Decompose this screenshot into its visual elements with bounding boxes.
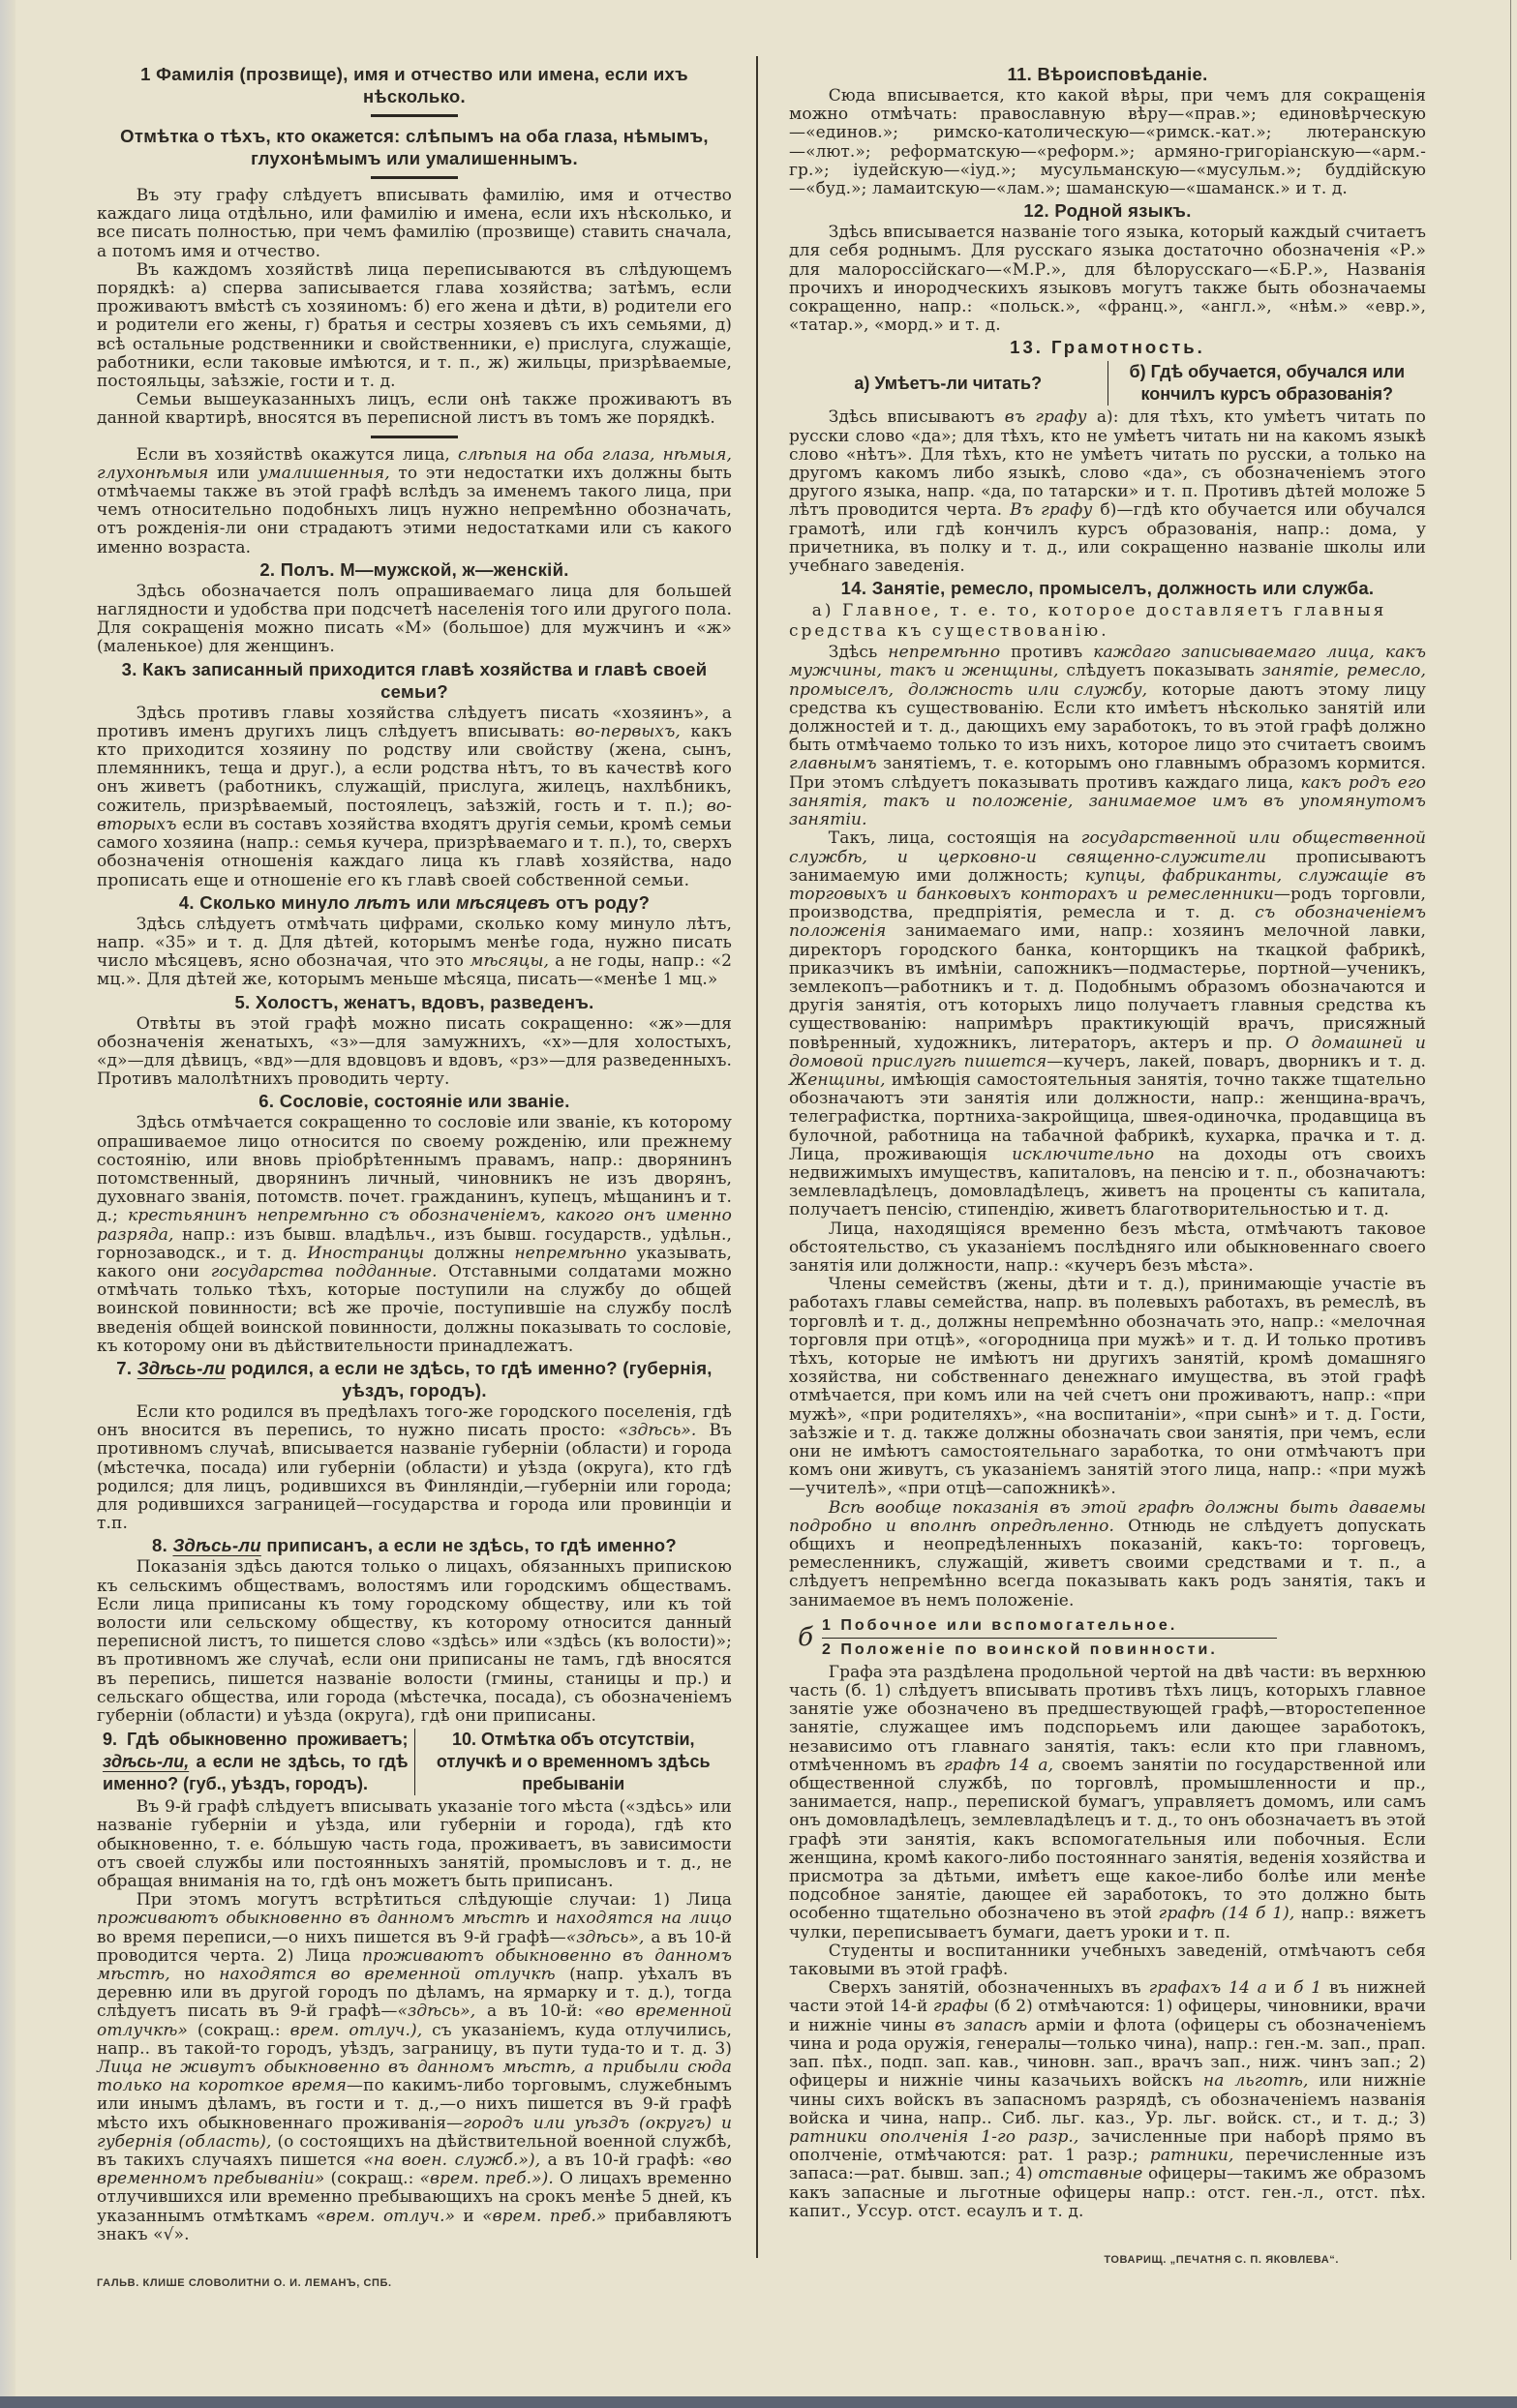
fraction-top: 1 Побочное или вспомогательное. [822,1614,1277,1639]
footer-printer-right: ТОВАРИЩ. „ПЕЧАТНЯ С. П. ЯКОВЛЕВА“. [1104,2253,1339,2266]
italic-text-run: Въ графу [1010,500,1093,521]
text-run: какъ кто приходится хозяину по родству или свойству (жена, сынъ, племянникъ, теща и друг.), а если родства нѣтъ, то въ качествѣ кого онъ живетъ (работникъ, служащій, прислуга, жилецъ, нахлѣбникъ, сожитель, призрѣваемый, постоялецъ, заѣзжій, гость и т. п.); [97,721,733,816]
italic-text-run: главнымъ [789,754,877,774]
text-run: 8. [152,1535,173,1556]
left-column-text [97,63,732,2244]
text-run: б) Гдѣ обучается, обучался или кончилъ курсъ образованія? [1129,362,1406,405]
italic-text-run: графѣ 14 а, [944,1755,1054,1775]
paragraph [97,1798,732,1891]
subsection-heading [789,601,1426,642]
text-run: 12. Родной языкъ. [1023,200,1192,222]
text-run: Семьи вышеуказанныхъ лицъ, если онѣ также проживаютъ въ данной квартирѣ, вносятся въ переписной листъ въ томъ же порядкѣ. [97,390,732,429]
text-run: 6. Сословіе, состояніе или званіе. [258,1091,570,1112]
italic-text-run: во-вторыхъ [97,796,732,834]
italic-text-run: «во временной отлучкѣ» [97,2002,732,2040]
section-heading [97,1357,732,1401]
text-run: Сюда вписывается, кто какой вѣры, при чемъ для сокращенія можно отмѣчать: православную вѣру—«прав.»; единовѣрческую—«единов.»; римско-католическую—«римск.-кат.»; лютеранскую—«лют.»; реформатскую—«реформ.»; армяно-григоріанскую—«арм.-гр.»; іудейскую—«іуд.»; мусульманскую—«мусульм.»; буддійскую—«буд.»; ламаитскую—«лам.»; шаманскую—«шаманск.» и т. д. [789,86,1426,199]
text-run: О лицахъ временно отлучившихся или временно пребывающихъ на срокъ менѣе 5 дней, къ указаннымъ отмѣткамъ [97,2169,733,2226]
italic-text-run: занятіе, ремесло, промыселъ, должность или службу, [789,661,1426,700]
text-run: —родъ торговли, производства, предпріятія, ремесла и т. д. [789,884,1426,923]
text-run: или [410,891,457,913]
text-run: (напр. уѣхалъ въ деревню или въ другой городъ по дѣламъ, на ярмарку и т. д.), тогда слѣдуетъ писать въ 9-й графѣ— [97,1965,732,2022]
text-run: а въ 10-й графѣ: [540,2151,703,2171]
right-column [789,62,1426,2266]
section-heading [97,63,732,107]
italic-text-run: отставные [1038,2164,1143,2184]
text-run: Если въ хозяйствѣ окажутся лица, [136,444,458,465]
text-run: а) Главное, т. е. то, которое доставляетъ главныя средства къ существованію. [789,601,1387,642]
text-run: 13. Грамотность. [1010,337,1205,358]
text-run: 14. Занятіе, ремесло, промыселъ, должность или служба. [840,578,1375,599]
text-run: 10. Отмѣтка объ отсутствіи, отлучкѣ и о временномъ здѣсь пребываніи [436,1730,711,1794]
italic-text-run: «здѣсь», [397,2002,476,2022]
split-heading [789,361,1426,406]
split-heading-cell [789,361,1108,406]
italic-text-run: «во временномъ пребываніи» [97,2151,732,2189]
split-heading-cell [97,1729,415,1795]
section-heading [789,577,1426,599]
italic-text-run: здѣсь-ли, [103,1752,190,1772]
fraction-bottom: 2 Положеніе по воинской повинности. [822,1640,1218,1658]
text-run: а не годы, напр.: «2 мц.». Для дѣтей же, которымъ меньше мѣсяца, писать—«менѣе 1 мц.» [97,951,732,990]
text-run: указывать, какого они [97,1243,732,1281]
text-run: 4. Сколько минуло [178,891,355,913]
italic-text-run: ратники ополченія 1-го разр., [789,2126,1079,2147]
text-run: Графа эта раздѣлена продольной чертой на двѣ части: въ верхнюю часть (б. 1) слѣдуетъ вписывать противъ тѣхъ лицъ, которыхъ главное занятіе уже обозначено въ предшествующей графѣ,—второстепенное занятіе, служащее имъ подспорьемъ или дающее заработокъ, независимо отъ главнаго занятія, такъ: если кто при главномъ, отмѣченномъ въ [789,1662,1426,1775]
italic-text-run: непремѣнно [888,643,1001,663]
text-run: но [169,1965,220,1985]
paragraph [97,1114,732,1356]
text-run: напр.: изъ бывш. владѣльч., изъ бывш. государств., удѣльн., горнозаводск., и т. д. [97,1224,732,1263]
text-run: перечисленные изъ запаса:—рат. бывш. зап.; 4) [789,2146,1426,2184]
text-run: напр.: вяжетъ чулки, переписываетъ бумаги, даетъ уроки и т. п. [789,1904,1426,1942]
italic-text-run: городъ или уѣздъ (округъ) и губернія (область), [97,2113,732,2152]
italic-text-run: въ графу [1004,407,1087,428]
text-run: Отнюдь не слѣдуетъ допускать общихъ и неопредѣленныхъ показаній, какъ-то: торговецъ, ремесленникъ, служащій, живетъ своими средствами и т. п., а слѣдуетъ непремѣнно всегда показывать какъ родъ занятія, такъ и занимаемое въ немъ положеніе. [789,1516,1426,1610]
page-border-right [1510,0,1511,2260]
right-column-text [789,63,1426,2221]
text-run: родился, а если не здѣсь, то гдѣ именно? (губернія, уѣздъ, городъ). [226,1357,713,1400]
italic-text-run: «на воен. служб.»), [363,2151,541,2171]
text-run: отъ роду? [550,891,651,913]
italic-text-run: купцы, фабриканты, служащіе въ торговыхъ и банковыхъ конторахъ и ремесленники [789,865,1426,904]
fraction-lines [822,1614,1277,1662]
text-run: Здѣсь [828,643,889,663]
paragraph [97,1558,732,1726]
italic-text-run: графахъ 14 а [1148,1978,1267,1999]
text-run: и [1266,1978,1293,1999]
text-run: противъ [1000,643,1094,663]
italic-text-run: Иностранцы [307,1243,425,1263]
text-run: (о состоящихъ на дѣйствительной военной службѣ, въ такихъ случаяхъ пишется [97,2131,732,2171]
divider-rule [371,176,458,179]
text-run: и [530,1909,556,1929]
text-run: съ указаніемъ, куда отлучились, напр.. въ такой-то городъ, уѣздъ, заграницу, въ пути туда-то и т. д. 3) [97,2020,733,2059]
text-run: Здѣсь вписываютъ [828,407,1005,428]
text-run: если въ составъ хозяйства входятъ другія семьи, кромѣ семьи самого хозяина (напр.: семья кучера, призрѣваемаго и т. п.), то, сверхъ обозначенія отношенія каждаго лица къ главѣ хозяйства, надо прописать еще и отношеніе его къ главѣ своей собственной семьи. [97,814,732,890]
text-run: Если кто родился въ предѣлахъ того-же городского поселенія, гдѣ онъ вносится въ перепись, то нужно писать просто: [97,1401,732,1441]
text-run: во время переписи,—о нихъ пишется въ 9-й графѣ— [97,1927,566,1947]
paragraph [97,583,732,657]
paragraph [97,261,732,391]
paragraph [97,916,732,990]
text-run: и [455,2206,483,2226]
italic-text-run: государства подданные. [210,1261,438,1281]
text-run: Въ каждомъ хозяйствѣ лица переписываются въ слѣдующемъ порядкѣ: а) сперва записывается глава хозяйства; затѣмъ, если проживаютъ вмѣстѣ съ хозяиномъ: б) его жена и дѣти, в) родители его и родители его жены, г) братья и сестры хозяевъ съ ихъ семьями, д) всѣ остальные родственники и свойственники, е) прислуга, служащіе, работники, если таковые имѣются, и т. п., ж) жильцы, призрѣваемые, постояльцы, заѣзжіе, гости и т. д. [97,259,732,392]
italic-text-run: «врем. отлуч.» [316,2206,456,2226]
text-run: или [208,463,258,483]
italic-text-run: лѣтъ [354,891,411,913]
italic-text-run: б 1 [1292,1978,1322,1999]
italic-text-run: государственной или общественной службѣ, и церковно-и священно-служители [789,828,1426,867]
text-run: (сокращ.: [187,2020,290,2040]
italic-text-run: непремѣнно [514,1243,627,1263]
italic-text-run: находятся на лицо [555,1909,732,1929]
section-heading [97,991,732,1013]
split-heading-cell [1108,361,1427,406]
text-run: а въ 10-й: [475,2002,594,2022]
text-run: Сверхъ занятій, обозначенныхъ въ [828,1978,1149,1999]
text-run: Такъ, лица, состоящія на [828,828,1081,849]
text-run: Отмѣтка о тѣхъ, кто окажется: слѣпымъ на оба глаза, нѣмымъ, глухонѣмымъ или умалишеннымъ. [120,126,709,168]
text-run: Показанія здѣсь даются только о лицахъ, обязанныхъ припискою къ сельскимъ обществамъ, волостямъ или городскимъ обществамъ. Если лица приписаны къ тому городскому обществу, или къ той волости или сельскому обществу, къ которому относится данный переписной листъ, то пишется слово «здѣсь» или «здѣсь (къ волости)»; въ противномъ же случаѣ, если они приписаны не тамъ, гдѣ вносятся въ перепись, пишется названіе волости (гмины, станицы и пр.) и сельскаго общества, или города (мѣстечка, посада), съ обозначеніемъ губерніи (области) и уѣзда (округа), гдѣ они приписаны. [97,1557,732,1727]
text-run: арміи и флота (офицеры съ обозначеніемъ чина и рода оружія, генералы—только чина), напр.: ген.-м. зап., прап. зап. пѣх., подп. зап. кав., чиновн. зап., врачъ зап., ниж. чинъ зап.; 2) офицеры и нижніе чины казачьихъ войскъ [789,2015,1426,2092]
italic-text-run: умалишенныя, [258,463,390,483]
italic-text-run: каждаго записываемаго лица, какъ мужчины, такъ и женщины, [789,643,1426,681]
italic-text-run: слѣпыя на оба глаза, нѣмыя, глухонѣмыя [97,444,732,483]
italic-text-run: крестьянинъ непремѣнно съ обозначеніемъ, какого онъ именно разряда, [97,1206,732,1245]
text-run: а) Умѣетъ-ли читать? [854,373,1043,393]
column-divider [756,56,758,2258]
text-run: 9. Гдѣ обыкновенно проживаетъ; [103,1730,409,1750]
section-heading [97,1534,732,1556]
text-run: на доходы отъ своихъ недвижимыхъ имуществъ, капиталовъ, на пенсію и т. п., обозначаютъ: землевладѣлецъ, домовладѣлецъ, живетъ на проценты съ капитала, получаетъ пенсію, стипендію, живетъ благотворительностью и т. д. [789,1144,1426,1220]
paragraph [789,1664,1426,1942]
text-run: (сокращ.: [324,2169,420,2189]
text-run: При этомъ могутъ встрѣтиться слѣдующіе случаи: 1) Лица [136,1890,732,1911]
text-run: Въ 9-й графѣ слѣдуетъ вписывать указаніе того мѣста («здѣсь» или названіе губерніи и уѣзда, или губерніи и города), гдѣ кто обыкновенно, т. е. бо́льшую часть года, проживаетъ, въ зависимости отъ своей службы или постоянныхъ занятій, промысловъ и т. д., не обращая вниманія на то, гдѣ онъ можетъ быть приписанъ. [97,1797,732,1892]
text-run: 7. [116,1357,137,1378]
italic-text-run: Лица не живутъ обыкновенно въ данномъ мѣстѣ, а прибыли сюда только на короткое время [97,2058,732,2096]
paragraph [789,1979,1426,2221]
fraction-heading [789,1614,1426,1662]
text-run: а если не здѣсь, то гдѣ именно? (губ., уѣздъ, городъ). [103,1752,409,1794]
italic-text-run: на льготѣ, [1202,2071,1309,2092]
italic-text-run: графѣ (14 б 1), [1158,1904,1295,1924]
text-run: 1 Фамилія (прозвище), имя и отчество или имена, если ихъ нѣсколько. [140,64,688,106]
text-run: прописываютъ занимаемую ими должность; [789,847,1427,886]
text-run: то эти недостатки ихъ должны быть отмѣчаемы также въ этой графѣ вслѣдъ за именемъ такого лица, при чемъ относительно подобныхъ лицъ нужно непремѣнно обозначать, отъ рожденія-ли они страдаютъ этими недостатками или съ какого именно возраста. [97,463,732,557]
italic-text-run: Здѣсь-ли [172,1535,261,1556]
paragraph [97,1015,732,1090]
italic-text-run: врем. отлуч.), [289,2020,423,2040]
italic-text-run: графы [932,1997,989,2017]
page-edge-left [0,0,15,2408]
italic-text-run: мѣсяцы, [470,951,550,972]
paragraph [789,87,1426,198]
section-heading [97,891,732,914]
italic-text-run: «врем. преб.» [482,2206,607,2226]
section-heading [97,558,732,581]
text-run: занимаемаго ими, напр.: хозяинъ мелочной лавки, директоръ городского банка, конторщикъ на ткацкой фабрикѣ, приказчикъ въ имѣніи, сапожникъ—подмастерье, портной—ученикъ, землекопъ—работникъ и т. д. Подобнымъ образомъ обозначаются и другія занятія, отъ которыхъ лицо получаетъ главныя средства къ существованію: напримѣръ практикующій врачъ, присяжный повѣренный, художникъ, литераторъ, актеръ и пр. [789,921,1426,1053]
text-run: приписанъ, а если не здѣсь, то гдѣ именно? [260,1535,677,1556]
paragraph [789,1220,1426,1277]
fraction-letter: б [798,1623,813,1653]
text-run: 3. Какъ записанный приходится главѣ хозяйства и главѣ своей семьи? [121,658,708,702]
left-column [97,62,732,2289]
text-run: а): для тѣхъ, кто умѣетъ читать по русски слово «да»; для тѣхъ, кто не умѣетъ читать ни на какомъ языкѣ слово «нѣтъ». Для тѣхъ, кто не умѣетъ читать по русски, а только на другомъ какомъ либо языкѣ, слово «да», съ обозначеніемъ этого другого языка, напр. «да, по татарски» и т. п. Противъ дѣтей моложе 5 лѣтъ проводится черта. [789,407,1426,521]
text-run: прибавляютъ знакъ «√». [97,2206,732,2244]
paragraph [97,1403,732,1533]
paragraph [789,1942,1426,1979]
paragraph [789,408,1426,576]
text-run: —кучеръ, лакей, поваръ, дворникъ и т. д. [1047,1051,1426,1071]
paragraph [97,1891,732,2244]
text-run: должны [424,1243,515,1263]
split-heading [97,1729,732,1795]
section-heading [789,63,1426,85]
italic-text-run: ратники, [1149,2146,1234,2166]
italic-text-run: находятся во временной отлучкѣ [219,1965,556,1985]
text-run: а въ 10-й проводится черта. 2) Лица [97,1927,732,1966]
text-run: Отвѣты въ этой графѣ можно писать сокращенно: «ж»—для обозначенія женатыхъ, «з»—для замужнихъ, «х»—для холостыхъ, «д»—для дѣвицъ, «вд»—для вдовцовъ и вдовъ, «рз»—для разведенныхъ. Противъ малолѣтнихъ проводить черту. [97,1013,732,1090]
italic-text-run: какъ родъ его занятія, такъ и положеніе, занимаемое имъ въ упомянутомъ занятіи. [789,772,1426,830]
italic-text-run: Здѣсь-ли [137,1357,227,1378]
text-run: 2. Полъ. М—мужской, ж—женскій. [259,558,569,580]
text-run: —по какимъ-либо торговымъ, служебнымъ или инымъ дѣламъ, въ гости и т. д.,—о нихъ пишется въ 9-й графѣ мѣсто ихъ обыкновеннаго проживанія— [97,2076,732,2133]
text-run: Здѣсь вписывается названіе того языка, который каждый считаетъ для себя роднымъ. Для русскаго языка достаточно обозначенія «Р.» для малороссійскаго—«М.Р.», для бѣлорусскаго—«Б.Р.», Названія прочихъ и инородческихъ языковъ могутъ также быть обозначаемы сокращенно, напр.: «польск.», «франц.», «англ.», «нѣм.» «евр.», «татар.», «морд.» и т. д. [789,223,1426,336]
italic-text-run: «здѣсь», [565,1927,645,1947]
split-heading-cell [415,1729,733,1795]
paragraph [97,705,732,890]
paragraph [97,391,732,428]
section-heading [789,336,1426,358]
text-run: Члены семействъ (жены, дѣти и т. д.), принимающіе участіе въ работахъ главы семейства, напр. въ полевыхъ работахъ, въ ремеслѣ, въ торговлѣ и т. д., должны непремѣнно обозначать это, напр.: «мелочная торговля при отцѣ», «огородница при мужѣ» и т. д. И только противъ тѣхъ, которые не имѣютъ ни другихъ занятій, кромѣ домашняго хозяйства, ни собственнаго денежнаго имущества, въ этой графѣ отмѣчается, при комъ или на чей счетъ они проживаютъ, напр.: «при мужѣ», «при родителяхъ», «на воспитаніи», «при сынѣ» и т. д. Гости, заѣзжіе и т. д. также должны обозначать свои занятія, при чемъ, если они не имѣютъ самостоятельнаго заработка, то они отмѣчаютъ при комъ они живутъ, съ указаніемъ занятій этого лица, напр.: «при мужѣ—учителѣ», «при отцѣ—сапожникѣ». [789,1275,1426,1499]
text-run: (б 2) отмѣчаются: 1) офицеры, чиновники, врачи и нижніе чины [789,1997,1426,2035]
paragraph [789,1276,1426,1498]
section-heading [789,199,1426,222]
text-run: въ нижней части этой 14-й [789,1978,1426,2017]
text-run: Отставными солдатами можно отмѣчать только тѣхъ, которые поступили на службу до общей воинской повинности; всѣ же прочіе, поступившіе на службу послѣ введенія общей воинской повинности, должны показывать то сословіе, къ которому они въ дѣйствительности принадлежатъ. [97,1261,732,1356]
divider-rule [371,114,458,117]
text-run: б)—гдѣ кто обучается или обучался грамотѣ, или гдѣ кончилъ курсъ образованія, напр.: дома, у причетника, въ полку и т. д., или сокращенно названіе школы или учебнаго заведенія. [789,500,1426,577]
page-edge-bottom [0,2396,1517,2408]
paragraph [97,187,732,261]
italic-text-run: «здѣсь». [618,1421,697,1441]
footer-printer-left: ГАЛЬВ. КЛИШЕ СЛОВОЛИТНИ О. И. ЛЕМАНЪ, СПБ. [97,2277,392,2290]
text-run: Въ эту графу слѣдуетъ вписывать фамилію, имя и отчество каждаго лица отдѣльно, или фамилію и имена, если ихъ нѣсколько, и все писать полностью, при чемъ фамилію (прозвище) ставить сначала, а потомъ имя и отчество. [97,186,732,261]
text-run: зачисленные при наборѣ прямо въ ополченіе, отмѣчаются: рат. 1 разр.; [789,2126,1426,2166]
text-run: которые даютъ этому лицу средства къ существованію. Если кто имѣетъ нѣсколько занятій или должностей и т. д., дающихъ ему заработокъ, то въ этой графѣ должно быть отмѣчаемо только то изъ нихъ, которое лицо это считаетъ своимъ [789,679,1426,756]
text-run: Въ противномъ случаѣ, вписывается названіе губерніи (области) и города (мѣстечка, посада) или губерніи (области) и уѣзда (округа), кто гдѣ родился; для лицъ, родившихся въ Финляндіи,—губерніи или города; для родившихся заграницей—государства и города или провинціи и т.п. [97,1421,732,1534]
paragraph [789,644,1426,829]
text-run: 5. Холостъ, женатъ, вдовъ, разведенъ. [234,991,594,1012]
paragraph [789,829,1426,1219]
section-heading [97,658,732,703]
italic-text-run: «врем. преб.»). [419,2169,554,2189]
italic-text-run: проживаютъ обыкновенно въ данномъ мѣстѣ, [97,1945,732,1985]
section-heading [97,125,732,169]
paragraph [789,1499,1426,1610]
italic-text-run: Женщины, [789,1069,886,1090]
text-run: Здѣсь слѣдуетъ отмѣчать цифрами, сколько кому минуло лѣтъ, напр. «35» и т. д. Для дѣтей, которымъ менѣе года, нужно писать число мѣсяцевъ, ясно обозначая, что это [97,914,732,972]
paragraph [97,446,732,557]
section-heading [97,1090,732,1112]
italic-text-run: Всѣ вообще показанія въ этой графѣ должны быть даваемы подробно и вполнѣ опредѣленно. [789,1497,1426,1536]
italic-text-run: мѣсяцевъ [456,891,551,913]
italic-text-run: въ запасѣ [934,2015,1028,2035]
text-run: слѣдуетъ показывать [1058,661,1262,681]
text-run: офицеры—такимъ же образомъ какъ запасные и льготные офицеры напр.: отст. ген.-л., отст. пѣх. капит., Уссур. отст. есаулъ и т. д. [789,2164,1426,2221]
text-run: или нижніе чины сихъ войскъ въ запасномъ разрядѣ, съ обозначеніемъ названія войска и чина, напр.. Сиб. льг. каз., Ур. льг. войск. ст., и т. д.; 3) [789,2071,1427,2128]
italic-text-run: съ обозначеніемъ положенія [789,903,1427,942]
text-run: имѣющія самостоятельныя занятія, точно также тщательно обозначаютъ эти занятія или должности, напр.: женщина-врачъ, телеграфистка, портниха-закройщица, швея-одиночка, продавщица въ булочной, работница на табачной фабрикѣ, кухарка, прачка и т. д. Лица, проживающія [789,1069,1426,1164]
text-run: своемъ занятіи по государственной или общественной службѣ, по торговлѣ, промышленности и пр., занимается, напр., перепиской бумагъ, управляетъ домомъ, или самъ онъ домовладѣлецъ, землевладѣлецъ и т. д., то онъ обозначаетъ въ этой графѣ эти занятія, какъ вспомогательныя или побочныя. Если женщина, кромѣ какого-либо постояннаго занятія, веденія хозяйства и присмотра за дѣтьми, имѣетъ еще какое-либо болѣе или менѣе подсобное занятіе, дающее ей заработокъ, то это должно быть особенно тщательно обозначено въ этой [789,1755,1427,1924]
italic-text-run: исключительно [1012,1144,1155,1164]
italic-text-run: О домашней и домовой прислугѣ пишется [789,1033,1426,1071]
text-run: 11. Вѣроисповѣданіе. [1007,64,1208,84]
italic-text-run: проживаютъ обыкновенно въ данномъ мѣстѣ [97,1909,531,1929]
text-run: Здѣсь отмѣчается сокращенно то сословіе или званіе, къ которому опрашиваемое лицо относится по своему рожденію, или прежнему состоянію, или вновь пріобрѣтеннымъ правамъ, напр.: дворянинъ потомственный, дворянинъ личный, чиновникъ не изъ дворянъ, духовнаго званія, потомств. почет. гражданинъ, купецъ, мѣщанинъ и т. д.; [97,1113,732,1226]
italic-text-run: во-первыхъ, [574,721,681,741]
text-run: Лица, находящіяся временно безъ мѣста, отмѣчаютъ таковое обстоятельство, съ указаніемъ послѣдняго или обыкновеннаго своего занятія или должности, напр.: «кучеръ безъ мѣста». [789,1219,1426,1276]
text-run: Здѣсь противъ главы хозяйства слѣдуетъ писать «хозяинъ», а противъ именъ другихъ лицъ слѣдуетъ вписывать: [97,703,732,741]
divider-rule [371,436,458,438]
text-run: Студенты и воспитанники учебныхъ заведеній, отмѣчаютъ себя таковыми въ этой графѣ. [789,1941,1426,1980]
text-run: занятіемъ, т. е. которымъ оно главнымъ образомъ кормится. При этомъ слѣдуетъ показывать противъ каждаго лица, [789,754,1426,793]
paragraph [789,224,1426,335]
text-run: Здѣсь обозначается полъ опрашиваемаго лица для большей наглядности и удобства при подсчетѣ населенія того или другого пола. Для сокращенія можно писать «М» (большое) для мужчинъ и «ж» (маленькое) для женщинъ. [97,581,732,657]
